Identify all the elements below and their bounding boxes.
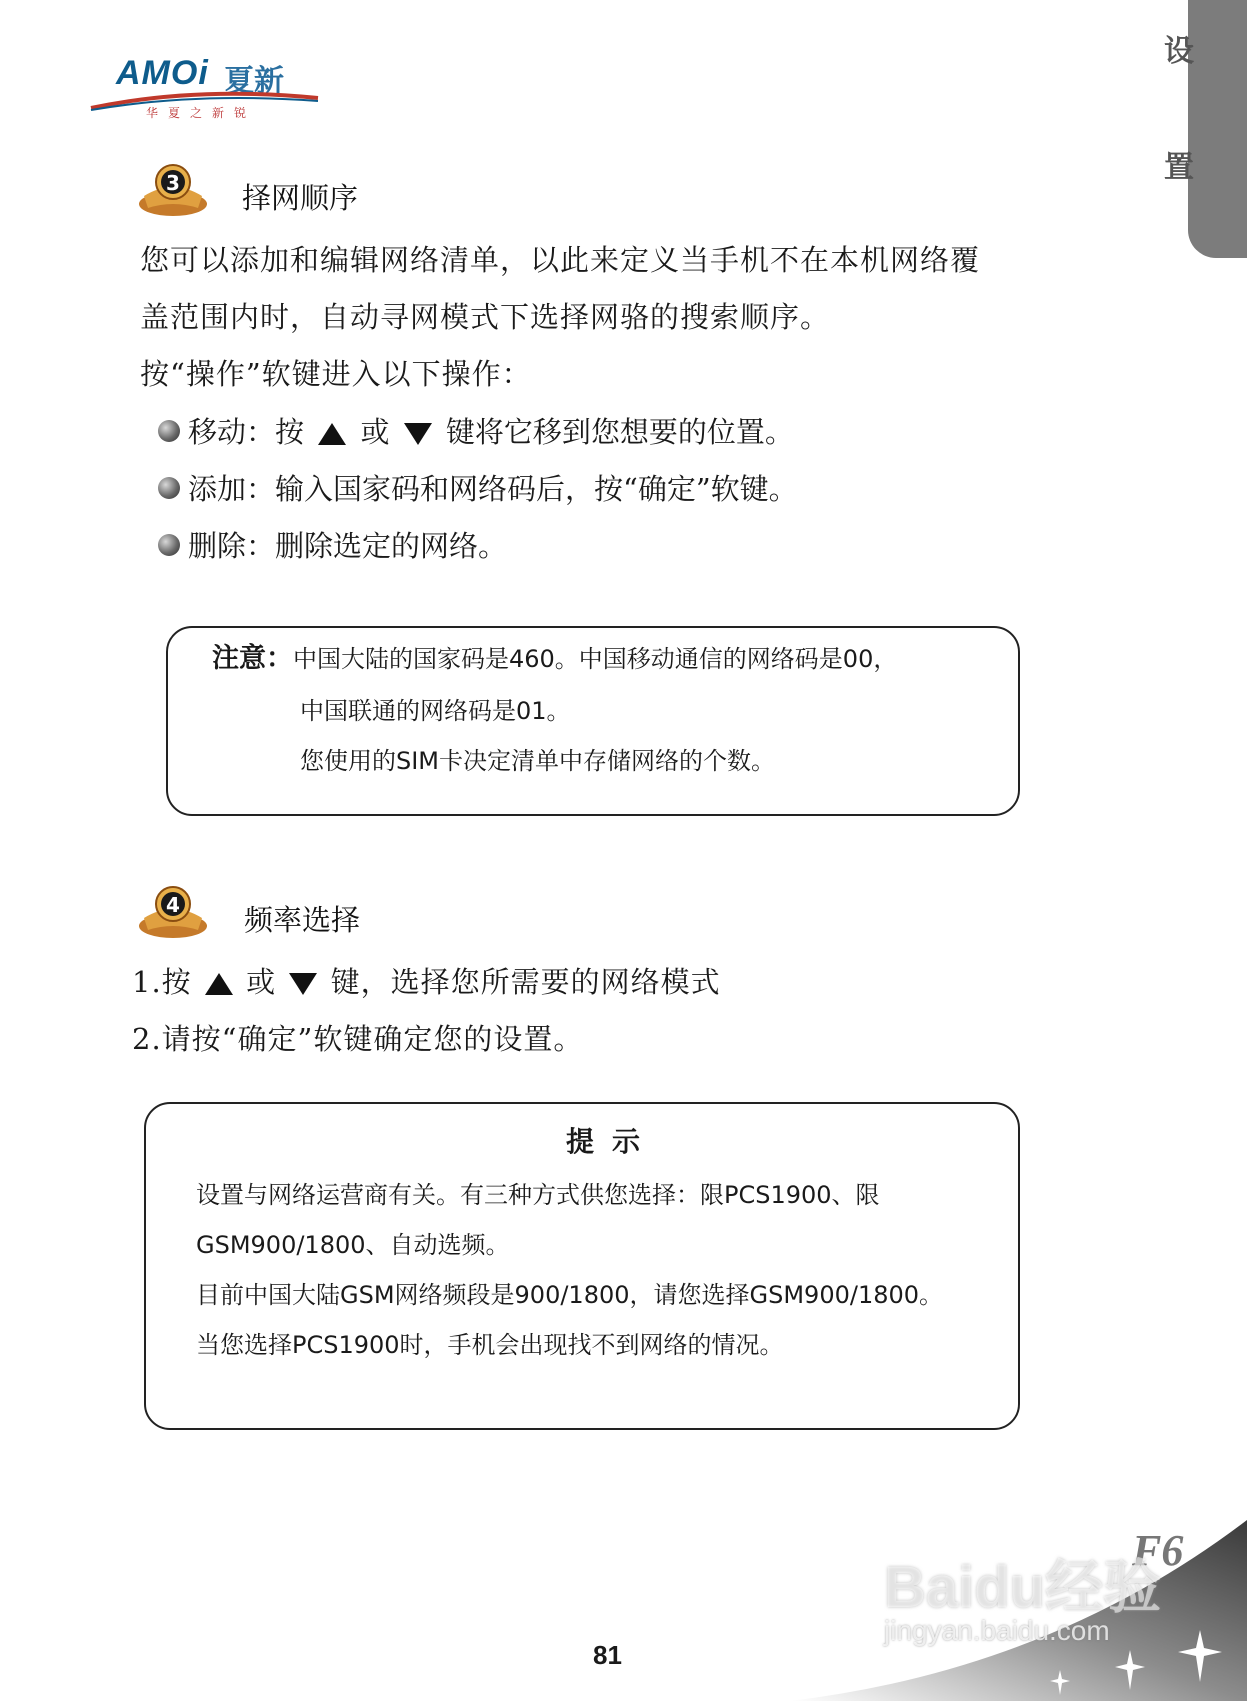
step-1-prefix: 1.按 (132, 965, 192, 999)
bullet-delete (158, 518, 507, 575)
chapter-side-tab (1188, 0, 1247, 258)
side-tab-char-1: 设 (1164, 34, 1194, 69)
section-3-badge-icon (136, 160, 210, 218)
tip-line-4: 当您选择PCS1900时，手机会出现找不到网络的情况。 (196, 1331, 784, 1359)
section-3-heading: 择网顺序 (242, 181, 359, 215)
tip-line-1: 设置与网络运营商有关。有三种方式供您选择：限PCS1900、限 (196, 1181, 880, 1209)
section-4-badge-number: 4 (166, 893, 180, 917)
note-line-1 (212, 634, 897, 684)
note-text-1: 中国大陆的国家码是460。中国移动通信的网络码是00， (293, 645, 898, 673)
section-3-paragraph-2: 盖范围内时，自动寻网模式下选择网骆的搜索顺序。 (140, 300, 831, 334)
watermark-brand: Baidu经验 (884, 1555, 1162, 1620)
bullet-dot-icon (158, 477, 180, 499)
step-2: 2.请按“确定”软键确定您的设置。 (132, 1022, 584, 1056)
bullet-move-suffix: 键将它移到您想要的位置。 (445, 415, 794, 449)
section-4-heading: 频率选择 (244, 903, 361, 937)
down-triangle-icon (288, 971, 318, 997)
note-label: 注意： (212, 643, 293, 674)
amoi-logo (86, 46, 326, 126)
section-4-badge-icon (136, 882, 210, 940)
logo-tagline: 华夏之新锐 (146, 106, 257, 120)
bullet-move (158, 404, 794, 461)
bullet-add-text: 添加：输入国家码和网络码后，按“确定”软键。 (188, 472, 798, 506)
page-number: 81 (593, 1640, 622, 1670)
up-triangle-icon (317, 421, 347, 447)
up-triangle-icon (204, 971, 234, 997)
bullet-dot-icon (158, 534, 180, 556)
bullet-add (158, 461, 798, 518)
watermark-url: jingyan.baidu.com (884, 1615, 1110, 1646)
tip-title: 提示 (566, 1125, 659, 1158)
step-1-suffix: 键，选择您所需要的网络模式 (330, 965, 721, 999)
section-3-paragraph-1: 您可以添加和编辑网络清单，以此来定义当手机不在本机网络覆 (140, 243, 981, 277)
logo-cn: 夏新 (224, 64, 284, 99)
note-line-3: 您使用的SIM卡决定清单中存储网络的个数。 (300, 747, 776, 775)
step-1-mid: 或 (246, 965, 277, 999)
bullet-delete-text: 删除：删除选定的网络。 (188, 529, 508, 563)
side-tab-char-2: 置 (1164, 150, 1194, 185)
down-triangle-icon (403, 421, 433, 447)
bullet-move-prefix: 移动：按 (188, 415, 305, 449)
tip-line-3: 目前中国大陆GSM网络频段是900/1800，请您选择GSM900/1800。 (196, 1281, 944, 1309)
model-mark: F6 (1132, 1526, 1184, 1575)
logo-text: AMOi (116, 54, 209, 92)
section-3-paragraph-3: 按“操作”软键进入以下操作： (140, 357, 532, 391)
tip-line-2: GSM900/1800、自动选频。 (196, 1231, 510, 1259)
step-1 (132, 954, 721, 1011)
note-line-2: 中国联通的网络码是01。 (300, 697, 571, 725)
bullet-dot-icon (158, 420, 180, 442)
section-3-badge-number: 3 (166, 171, 180, 195)
bullet-move-mid: 或 (360, 415, 390, 449)
